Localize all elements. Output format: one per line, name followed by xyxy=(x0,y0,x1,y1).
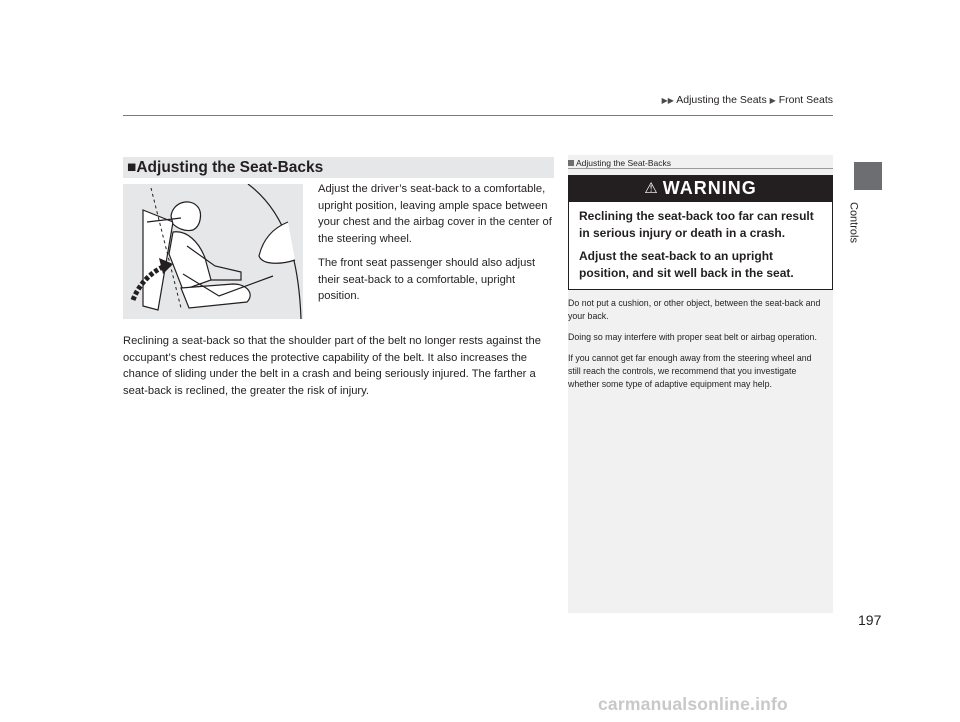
breadcrumb-arrow-icon: ▶▶ xyxy=(661,96,674,105)
warning-header xyxy=(568,175,833,201)
aside-divider xyxy=(568,168,833,169)
breadcrumb-link-front-seats[interactable]: Front Seats xyxy=(778,94,833,106)
paragraph-driver: Adjust the driver’s seat-back to a comfortable, upright position, leaving ample space between your chest and the airbag cover in the center of the steering wheel. xyxy=(318,183,552,245)
warning-text-2: Adjust the seat-back to an upright position, and sit well back in the seat. xyxy=(579,249,794,280)
reference-marker-icon xyxy=(568,160,574,166)
paragraph-passenger: The front seat passenger should also adjust their seat-back to a comfortable, upright position. xyxy=(318,257,536,302)
warning-label: WARNING xyxy=(662,177,757,198)
aside-notes xyxy=(568,297,826,399)
paragraph-recline-risk: Reclining a seat-back so that the shoulder part of the belt no longer rests against the occupant’s chest reduces the protective capability of the belt. It also increases the chance of sliding under the belt in a crash and being seriously injured. The farther a seat-back is reclined, the greater the risk of injury. xyxy=(123,335,541,397)
warning-text-1: Reclining the seat-back too far can result in serious injury or death in a crash. xyxy=(579,209,814,240)
seat-back-instructions xyxy=(318,181,554,313)
breadcrumb-arrow-icon: ▶ xyxy=(769,96,776,105)
aside-title-text: Adjusting the Seat-Backs xyxy=(576,158,671,168)
note-adaptive-equipment: If you cannot get far enough away from the steering wheel and still reach the controls, we recommend that you investigate whether some type of adaptive equipment may help. xyxy=(568,353,812,389)
chapter-tab[interactable] xyxy=(854,162,882,190)
page-number: 197 xyxy=(858,612,882,628)
section-title: ■Adjusting the Seat-Backs xyxy=(123,157,554,178)
watermark: carmanualsonline.info xyxy=(598,694,788,714)
warning-box xyxy=(568,201,833,290)
note-interference: Doing so may interfere with proper seat belt or airbag operation. xyxy=(568,332,817,342)
note-cushion: Do not put a cushion, or other object, between the seat-back and your back. xyxy=(568,298,821,321)
chapter-label[interactable] xyxy=(847,202,882,282)
seat-recline-drawing xyxy=(123,184,303,319)
breadcrumb xyxy=(500,94,833,106)
aside-title xyxy=(568,158,671,168)
breadcrumb-link-seats[interactable]: Adjusting the Seats xyxy=(676,94,767,106)
warning-triangle-icon: ⚠ xyxy=(644,180,659,197)
chapter-label-text: Controls xyxy=(847,202,860,243)
seat-back-illustration xyxy=(123,184,303,319)
recline-risk-text xyxy=(123,333,555,399)
sidebar-notes-panel xyxy=(568,155,833,613)
header-divider xyxy=(123,115,833,116)
